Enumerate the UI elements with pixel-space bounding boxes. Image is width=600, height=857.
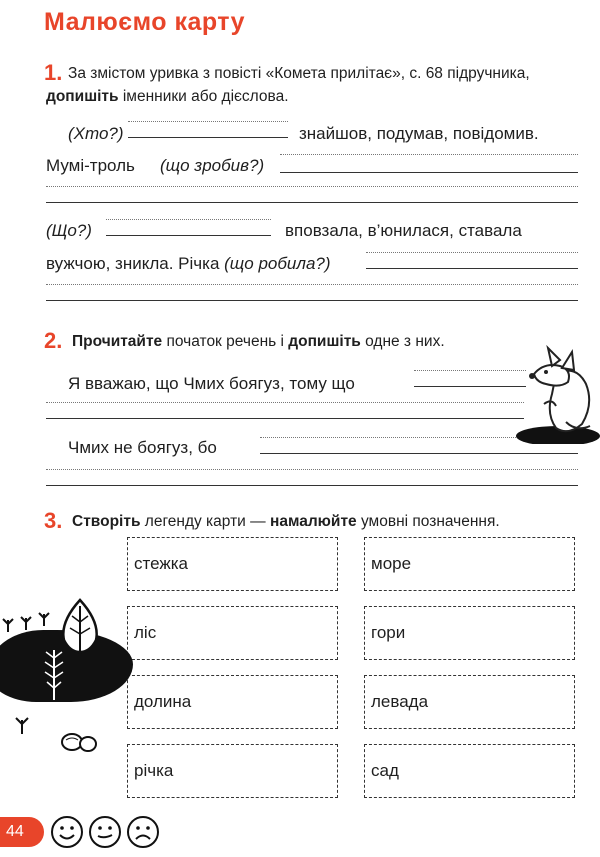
task1-instruction-line1: За змістом уривка з повісті «Комета прилітає», с. 68 підручника, [68, 65, 530, 82]
legend-box-forest[interactable]: ліс [127, 606, 338, 660]
legend-box-sea[interactable]: море [364, 537, 575, 591]
legend-box-mountains[interactable]: гори [364, 606, 575, 660]
self-assessment-faces [50, 815, 162, 849]
task3-instruction [72, 513, 500, 532]
dotted-guide [106, 219, 271, 220]
task2-number: 2. [44, 328, 63, 353]
legend-box-valley[interactable]: долина [127, 675, 338, 729]
answer-line-who[interactable] [128, 137, 288, 138]
answer-line-did[interactable] [280, 172, 578, 173]
answer-line-what[interactable] [106, 235, 271, 236]
answer-line-did-2[interactable] [46, 202, 578, 203]
legend-box-garden[interactable]: сад [364, 744, 575, 798]
task3-bold-draw: намалюйте [269, 513, 357, 530]
answer-text-3-start: вужчою, зникла. Річка [46, 254, 220, 273]
legend-box-path[interactable]: стежка [127, 537, 338, 591]
dotted-guide [46, 402, 524, 403]
task2-bold-read: Прочитайте [72, 333, 163, 350]
mumi-troll-text: Мумі-троль [46, 156, 135, 175]
answer-line-doing[interactable] [366, 268, 578, 269]
dotted-guide [366, 252, 578, 253]
dotted-guide [128, 121, 288, 122]
task2-end: одне з них. [365, 333, 445, 350]
dotted-guide [46, 469, 578, 470]
dotted-guide [414, 370, 526, 371]
answer-line-doing-2[interactable] [46, 300, 578, 301]
answer-text-3 [46, 254, 331, 274]
task3-bold-create: Створіть [72, 513, 141, 530]
answer-text-2: вповзала, в’юнилася, ставала [285, 221, 522, 240]
task3-end: умовні позначення. [360, 513, 500, 530]
dotted-guide [280, 154, 578, 155]
neutral-face-icon[interactable] [90, 817, 120, 847]
dotted-guide [46, 186, 578, 187]
answer-line-not-coward[interactable] [260, 453, 578, 454]
page-title: Малюємо карту [44, 8, 246, 36]
legend-box-river[interactable]: річка [127, 744, 338, 798]
answer-line-coward-2[interactable] [46, 418, 524, 419]
task2-mid: початок речень і [166, 333, 284, 350]
task1-instruction-rest: іменники або дієслова. [122, 88, 289, 105]
task1-number: 1. [44, 60, 63, 85]
question-did: (що зробив?) [160, 156, 265, 175]
map-decoration-trees [0, 592, 125, 762]
legend-box-meadow[interactable]: левада [364, 675, 575, 729]
answer-line-not-coward-2[interactable] [46, 485, 578, 486]
task1-instruction-line2 [46, 88, 289, 107]
happy-face-icon[interactable] [52, 817, 82, 847]
answer-text-1: знайшов, подумав, повідомив. [299, 124, 539, 143]
dotted-guide [46, 284, 578, 285]
page-number-badge: 44 [0, 817, 44, 847]
task3-mid: легенду карти — [144, 513, 266, 530]
question-doing: (що робила?) [224, 254, 331, 273]
sentence-not-coward: Чмих не боягуз, бо [68, 438, 217, 457]
question-what: (Що?) [46, 221, 92, 240]
task2-instruction [72, 333, 445, 352]
question-who: (Хто?) [68, 124, 124, 143]
task2-bold-write: допишіть [288, 333, 361, 350]
task1-bold-word: допишіть [46, 88, 119, 105]
answer-line-coward[interactable] [414, 386, 526, 387]
task3-number: 3. [44, 508, 63, 533]
sentence-coward: Я вважаю, що Чмих боягуз, тому що [68, 374, 355, 393]
sniff-character-illustration [516, 344, 600, 444]
sad-face-icon[interactable] [128, 817, 158, 847]
